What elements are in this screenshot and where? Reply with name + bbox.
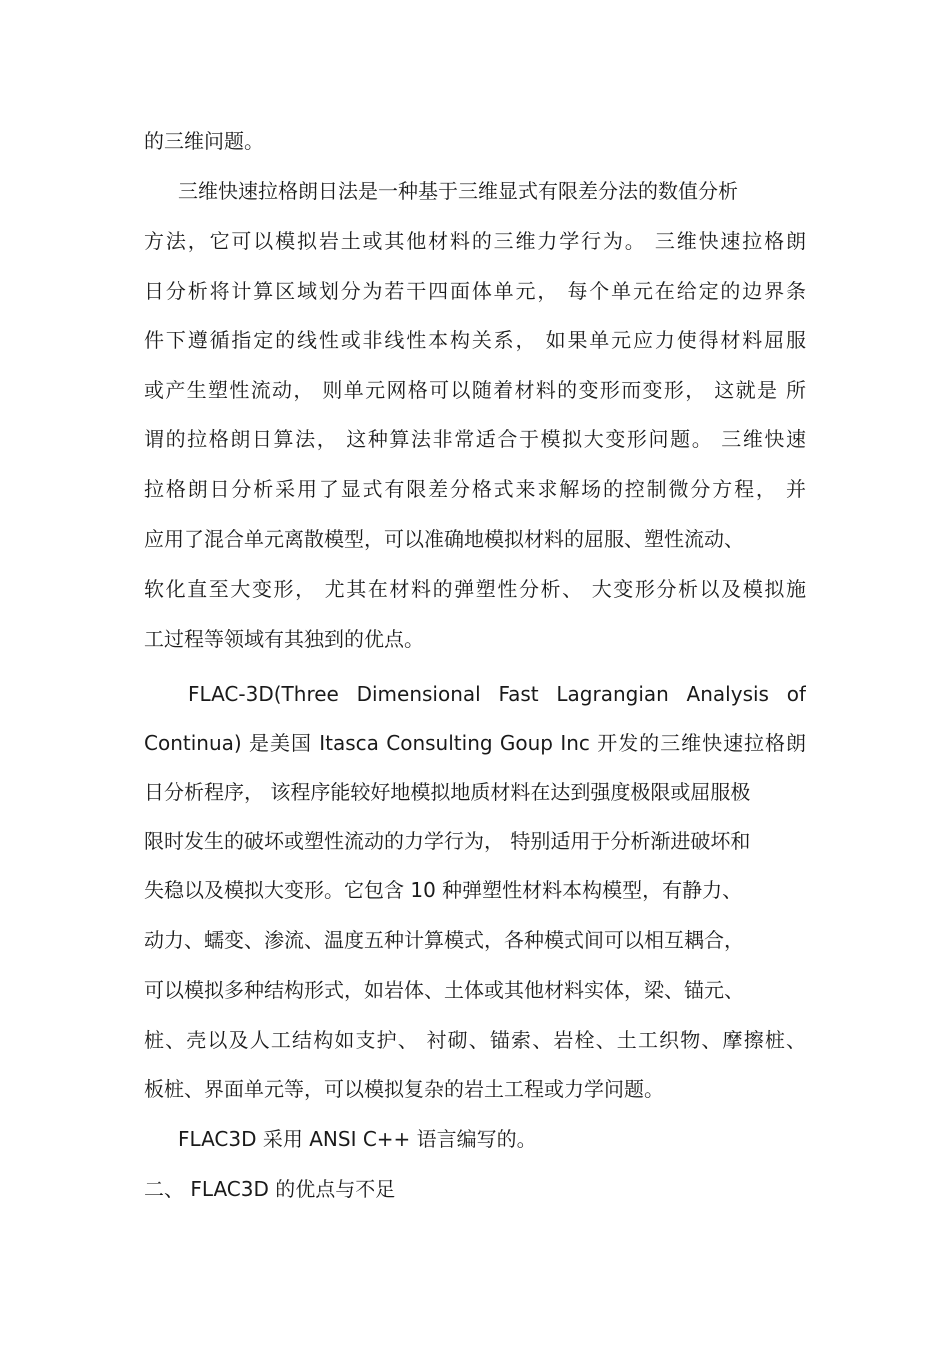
text-line: Continua) 是美国 Itasca Consulting Goup Inc 开发的三维快速拉格朗 (144, 731, 806, 755)
text-line: 动力、蠕变、渗流、温度五种计算模式，各种模式间可以相互耦合， (144, 928, 744, 952)
text-line: 日分析程序， 该程序能较好地模拟地质材料在达到强度极限或屈服极 (144, 780, 751, 804)
paragraph-single-line: FLAC3D 采用 ANSI C++ 语言编写的。 (178, 1127, 537, 1151)
text-line: 工过程等领域有其独到的优点。 (144, 627, 424, 651)
text-line: 失稳以及模拟大变形。它包含 10 种弹塑性材料本构模型，有静力、 (144, 878, 743, 902)
text-line: 或产生塑性流动， 则单元网格可以随着材料的变形而变形， 这就是 所 (144, 378, 806, 402)
text-line: 板桩、界面单元等，可以模拟复杂的岩土工程或力学问题。 (144, 1077, 664, 1101)
text-line: 拉格朗日分析采用了显式有限差分格式来求解场的控制微分方程， 并 (144, 477, 806, 501)
text-line: 桩、壳以及人工结构如支护、 衬砌、锚索、岩栓、土工织物、摩擦桩、 (144, 1028, 806, 1052)
text-line: 可以模拟多种结构形式，如岩体、土体或其他材料实体，梁、锚元、 (144, 978, 744, 1002)
paragraph-first-line: FLAC-3D(Three Dimensional Fast Lagrangian Analysis of (188, 682, 806, 706)
text-line: 应用了混合单元离散模型，可以准确地模拟材料的屈服、塑性流动、 (144, 527, 744, 551)
text-line: 限时发生的破坏或塑性流动的力学行为， 特别适用于分析渐进破坏和 (144, 829, 751, 853)
text-line: 件下遵循指定的线性或非线性本构关系， 如果单元应力使得材料屈服 (144, 328, 806, 352)
text-line: 谓的拉格朗日算法， 这种算法非常适合于模拟大变形问题。 三维快速 (144, 427, 806, 451)
paragraph-first-line: 三维快速拉格朗日法是一种基于三维显式有限差分法的数值分析 (178, 179, 738, 203)
text-line: 软化直至大变形， 尤其在材料的弹塑性分析、 大变形分析以及模拟施 (144, 577, 806, 601)
text-line: 日分析将计算区域划分为若干四面体单元， 每个单元在给定的边界条 (144, 279, 806, 303)
text-line: 方法，它可以模拟岩土或其他材料的三维力学行为。 三维快速拉格朗 (144, 229, 806, 253)
section-heading: 二、 FLAC3D 的优点与不足 (144, 1177, 396, 1201)
text-line: 的三维问题。 (144, 129, 264, 153)
